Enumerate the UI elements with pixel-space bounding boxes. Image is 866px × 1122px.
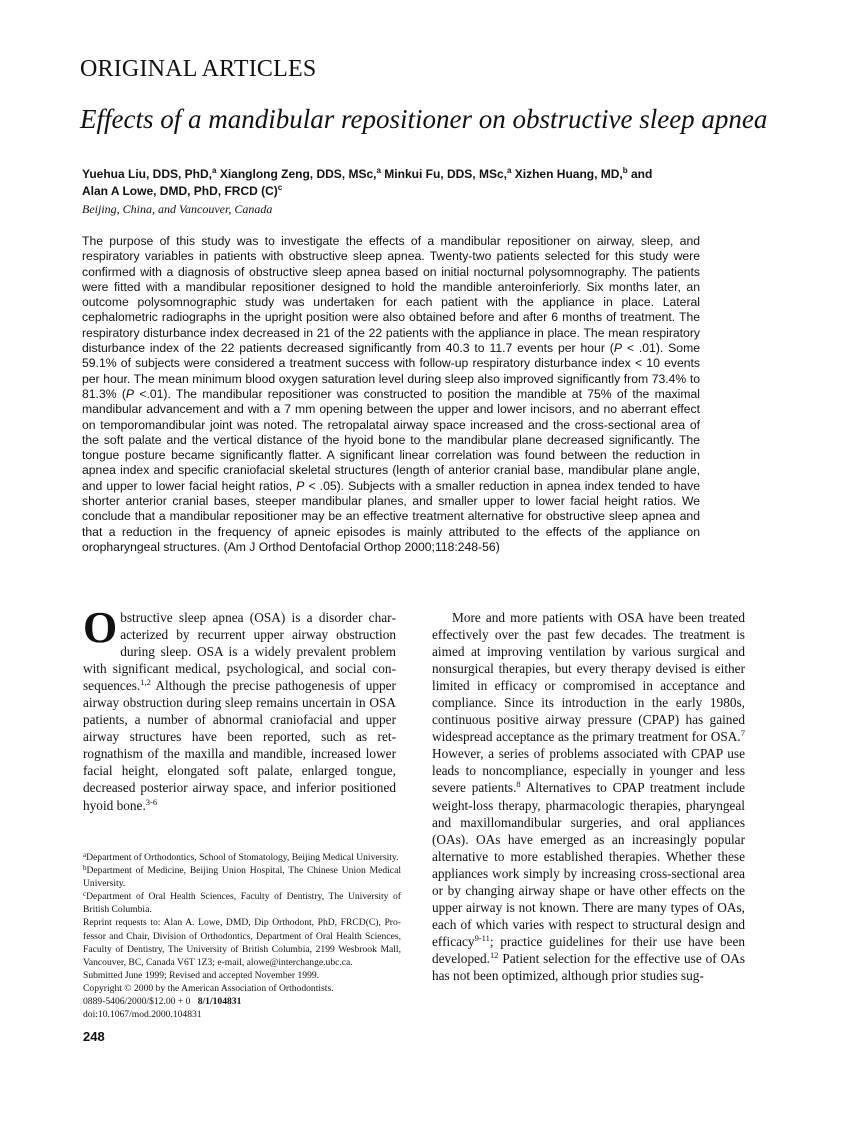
reference-marker[interactable]: 3-6 [145,796,158,807]
affiliation-marker: b [83,864,87,873]
affiliation-text: Department of Orthodontics, School of Stomatology, Beijing Medical University. [86,852,399,863]
author-name: Minkui Fu, DDS, MSc, [384,167,507,181]
author-name: Xianglong Zeng, DDS, MSc, [219,167,377,181]
paragraph-text: However, a series of problems associated with CPAP use leads to noncompliance, especially in younger and less severe patients. [432,746,745,796]
abstract-text: <.01). The mandibular repositioner was constructed to position the mandible at 75% of the maximal mandibular advancement and with a 7 mm opening between the upper and lower incisors, and no aberrant effect on temporomandibular joint was noted. The retropalatal airway space increased and the cross-sectional area of the soft palate and the vertical distance of the hyoid bone to the mandibular plane decreased significantly. The tongue posture became significantly flatter. A significant linear correlation was found between the reduction in apnea index and specific craniofacial skeletal structures (length of anterior cranial base, mandibular plane angle, and upper to lower facial height ratios, [82,386,700,493]
issn: 0889-5406/2000/$12.00 + 0 [83,996,191,1008]
reprint-requests: Reprint requests to: Alan A. Lowe, DMD, Dip Orthodont, PhD, FRCD(C), Professor and Chair, Division of Orthodontics, Department of Oral Health Sciences, Faculty of Dentistry, The University of British Columbia, 2199 Wesbrook Mall, Vancouver, BC, Canada V6T 1Z3; e-mail, alowe@interchange.ubc.ca. [83,917,401,968]
author-list [82,166,722,200]
abstract-text: The purpose of this study was to investigate the effects of a mandibular repositioner on airway, sleep, and respiratory variables in patients with obstructive sleep apnea. Twenty-two patients selected for this study were confirmed with a diagnosis of obstructive sleep apnea based on initial nocturnal polysomnography. The patients were fitted with a mandibular repositioner designed to hold the mandible anteroinferiorly. Six months later, an outcome polysomnographic study was undertaken for each patient with the appliance in place. Lateral cephalometric radiographs in the upright position were also obtained before and after 6 months of treatment. The respiratory disturbance index decreased in 21 of the 22 patients with the appliance in place. The mean respiratory disturbance index of the 22 patients decreased significantly from 40.3 to 11.7 events per hour ( [82,234,700,356]
footnotes [83,851,401,1021]
affiliation-text: Department of Medicine, Beijing Union Hospital, The Chinese Union Medical University. [83,865,401,890]
author-name: Yuehua Liu, DDS, PhD, [82,167,213,181]
article-code: 8/1/104831 [197,996,242,1008]
abstract-text: < .01). Some 59.1% of subjects were considered a treatment success with follow-up respiratory disturbance index < 10 events per hour. The mean minimum blood oxygen saturation level during sleep also improved significantly from 73.4% to 81.3% ( [82,341,701,401]
p-value-symbol: P [125,386,135,401]
author-affiliation-marker: a [376,166,381,175]
reference-marker[interactable]: 7 [740,728,745,739]
affiliation-footnote [83,890,401,916]
author-affiliation-marker: a [506,166,512,175]
doi[interactable]: doi:10.1067/mod.2000.104831 [83,1009,202,1021]
p-value-symbol: P [613,341,622,356]
reference-marker[interactable]: 8 [516,779,521,790]
affiliation-text: Department of Oral Health Sciences, Faculty of Dentistry, The University of British Columbia. [83,891,401,916]
author-name: Alan A Lowe, DMD, PhD, FRCD (C) [82,184,278,198]
reference-marker[interactable]: 9-11 [474,932,490,943]
article-title: Effects of a mandibular repositioner on obstructive sleep apnea [80,104,768,134]
page-number: 248 [83,1029,105,1044]
paragraph-text: More and more patients with OSA have been treated effectively over the past few decades. The treatment is aimed at improving ventilation by various surgical and nonsurgical therapies, but every therapy devised is either limited in efficacy or compromised in acceptance and compliance. Since its introduction in the early 1980s, continuous positive airway pressure (CPAP) has gained widespread acceptance as the primary treatment for OSA. [432,610,745,745]
reference-marker[interactable]: 12 [489,949,499,960]
section-heading: ORIGINAL ARTICLES [80,56,317,82]
body-column-right [432,609,745,984]
affiliation-marker: c [83,890,87,899]
author-joiner: and [631,167,653,181]
affiliation-marker: a [83,851,87,859]
author-location: Beijing, China, and Vancouver, Canada [82,202,273,216]
p-value-symbol: P [296,478,305,493]
abstract-text: < .05). Subjects with a smaller reduction in apnea index tended to have shorter anterior cranial bases, steeper mandibular planes, and smaller upper to lower facial height ratios. We conclude that a mandibular repositioner may be an effective treatment alternative for obstructive sleep apnea and that a reduction in the frequency of apneic episodes is mainly attributed to the effects of the appliance on oropharyngeal structures. (Am J Orthod Dentofacial Orthop 2000;118:248-56) [82,478,701,554]
author-affiliation-marker: b [622,166,628,175]
body-column-left [83,603,396,814]
body-paragraph [432,609,745,984]
intro-paragraph [83,603,396,814]
author-affiliation-marker: a [212,166,217,175]
paragraph-text: ; practice guidelines for their use have been developed. [432,933,745,966]
abstract [82,234,700,555]
paragraph-text: Patient selection for the effective use of OAs has not been optimized, although prior studies sug- [432,950,745,983]
paragraph-text: Alternatives to CPAP treatment include weight-loss therapy, pharmacologic therapies, pharyngeal and maxillomandibular surgeries, and oral appliances (OAs). OAs have emerged as an increasingly popular alternative to more established therapies. Whether these appliances work simply by increasing cross-sectional area or by changing airway shape or have other effects on the upper airway is not known. There are many types of OAs, each of which varies with respect to structural design and efficacy [432,780,746,949]
paragraph-text: Although the precise pathogenesis of upper airway obstruction during sleep remains uncertain in OSA patients, a number of abnormal craniofacial and upper airway structures have been reported, such as retrognathism of the maxilla and mandible, increased lower facial height, elongated soft palate, enlarged tongue, decreased posterior airway space, and inferior positioned hyoid bone. [83,678,396,813]
author-affiliation-marker: c [277,183,283,192]
copyright-notice: Copyright © 2000 by the American Association of Orthodontists. [83,982,334,994]
author-name: Xizhen Huang, MD, [514,167,623,181]
drop-cap: O [83,603,118,652]
issn-line [83,995,401,1008]
submission-dates: Submitted June 1999; Revised and accepted November 1999. [83,969,320,981]
reference-marker[interactable]: 1,2 [140,677,151,688]
paragraph-text: bstructive sleep apnea (OSA) is a disorder characterized by recurrent upper airway obstruction during sleep. OSA is a widely prevalent problem with significant medical, psychological, and social consequences. [83,610,396,694]
affiliation-footnote [83,864,401,890]
affiliation-footnote [83,851,401,864]
